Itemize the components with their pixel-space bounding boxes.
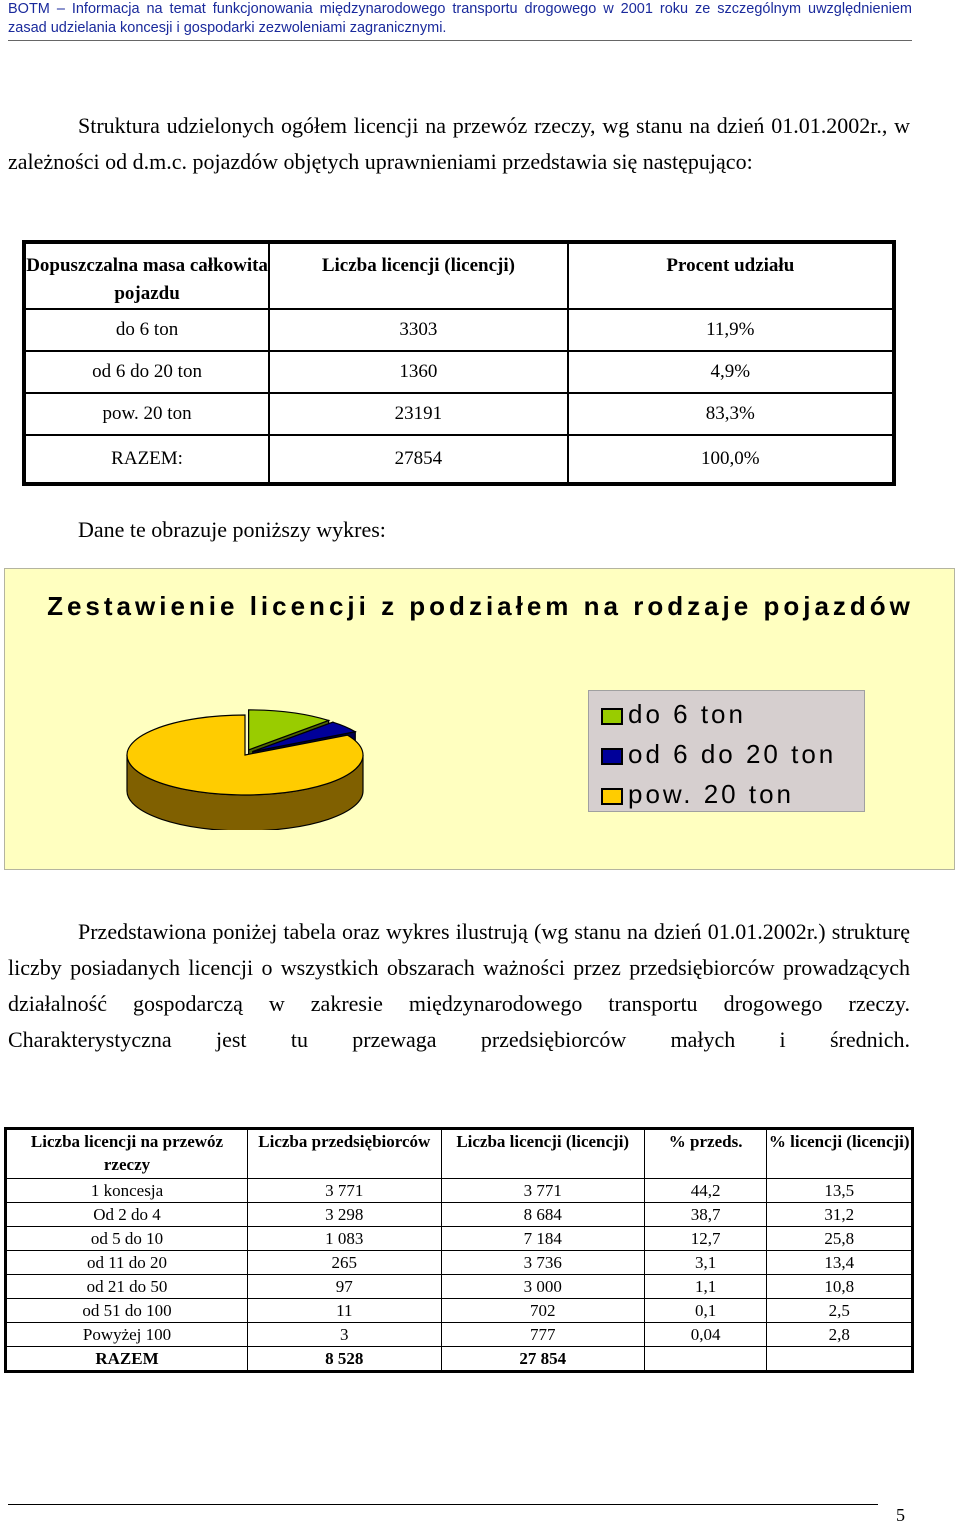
table-row: [24, 393, 894, 435]
table-cell: od 21 do 50: [6, 1275, 248, 1299]
entrepreneurs-table: [4, 1127, 914, 1373]
table-row: [24, 309, 894, 351]
table-cell: 1 083: [248, 1227, 442, 1251]
chart-intro-text: Dane te obrazuje poniższy wykres:: [78, 517, 386, 542]
table-total-row: [24, 435, 894, 484]
table-cell: 1 koncesja: [6, 1179, 248, 1203]
chart-legend: [588, 690, 865, 812]
table-cell: RAZEM:: [24, 435, 269, 484]
licence-mass-table: [22, 240, 896, 486]
page-header: BOTM – Informacja na temat funkcjonowania międzynarodowego transportu drogowego w 2001 roku ze szczególnym uwzględnieniem zasad udzielania koncesji i gospodarki zezwoleniami zagranicznymi.: [8, 1, 912, 36]
table-cell: 3 000: [441, 1275, 644, 1299]
table-header-cell: Liczba licencji (licencji): [269, 242, 568, 309]
table-header-row: [6, 1129, 913, 1179]
table-cell: 3: [248, 1323, 442, 1347]
table-cell: Od 2 do 4: [6, 1203, 248, 1227]
table-cell: 11,9%: [568, 309, 894, 351]
table-cell: 3 771: [441, 1179, 644, 1203]
intro-paragraph: Struktura udzielonych ogółem licencji na przewóz rzeczy, wg stanu na dzień 01.01.2002r., w zależności od d.m.c. pojazdów objętych uprawnieniami przedstawia się następująco:: [8, 113, 910, 174]
table-cell: 3,1: [644, 1251, 767, 1275]
table-cell: 7 184: [441, 1227, 644, 1251]
table-row: [6, 1299, 913, 1323]
table-cell: do 6 ton: [24, 309, 269, 351]
structure-paragraph: Przedstawiona poniżej tabela oraz wykres ilustrują (wg stanu na dzień 01.01.2002r.) strukturę liczby posiadanych licencji o wszystkich obszarach ważności przez przedsiębiorców prowadzących działalność gospodarczą w zakresie międzynarodowego transportu drogowego rzeczy. Charakterystyczna jest tu przewaga przedsiębiorców małych i średnich.: [8, 919, 910, 1052]
header-divider: [8, 40, 912, 41]
table-cell: 3303: [269, 309, 568, 351]
table-cell: 1,1: [644, 1275, 767, 1299]
page-number: 5: [896, 1505, 905, 1525]
table-cell: Powyżej 100: [6, 1323, 248, 1347]
table-cell: 100,0%: [568, 435, 894, 484]
table-cell: 8 684: [441, 1203, 644, 1227]
table-cell: RAZEM: [6, 1347, 248, 1372]
table-cell: 4,9%: [568, 351, 894, 393]
table-header-row: [24, 242, 894, 309]
table-cell: 12,7: [644, 1227, 767, 1251]
table-total-row: [6, 1347, 913, 1372]
table-cell: 83,3%: [568, 393, 894, 435]
table-row: [6, 1179, 913, 1203]
table-cell: 0,1: [644, 1299, 767, 1323]
table-cell: 1360: [269, 351, 568, 393]
table-cell: 10,8: [767, 1275, 913, 1299]
table-cell: [644, 1347, 767, 1372]
table-cell: od 5 do 10: [6, 1227, 248, 1251]
table-cell: 777: [441, 1323, 644, 1347]
table-header-cell: Dopuszczalna masa całkowita pojazdu: [24, 242, 269, 309]
table-cell: od 11 do 20: [6, 1251, 248, 1275]
table-cell: 3 298: [248, 1203, 442, 1227]
table-cell: 44,2: [644, 1179, 767, 1203]
footer-divider: [8, 1504, 878, 1505]
table-cell: 265: [248, 1251, 442, 1275]
table-cell: 2,5: [767, 1299, 913, 1323]
table-row: [6, 1203, 913, 1227]
table-cell: 23191: [269, 393, 568, 435]
table-cell: od 51 do 100: [6, 1299, 248, 1323]
table-header-cell: Liczba przedsiębiorców: [248, 1129, 442, 1179]
table-cell: 2,8: [767, 1323, 913, 1347]
table-cell: 8 528: [248, 1347, 442, 1372]
legend-swatch: [601, 748, 623, 765]
table-header-cell: % licencji (licencji): [767, 1129, 913, 1179]
table-cell: 38,7: [644, 1203, 767, 1227]
table-cell: 3 771: [248, 1179, 442, 1203]
table-cell: 27 854: [441, 1347, 644, 1372]
table-cell: pow. 20 ton: [24, 393, 269, 435]
table-cell: 3 736: [441, 1251, 644, 1275]
table-header-cell: Liczba licencji na przewóz rzeczy: [6, 1129, 248, 1179]
legend-item: [601, 699, 746, 729]
chart-title: Zestawienie licencji z podziałem na rodzaje pojazdów: [47, 591, 914, 621]
table-cell: 31,2: [767, 1203, 913, 1227]
table-row: [6, 1323, 913, 1347]
table-row: [6, 1275, 913, 1299]
table-row: [24, 351, 894, 393]
table-header-cell: Procent udziału: [568, 242, 894, 309]
legend-swatch: [601, 708, 623, 725]
pie-chart: [120, 700, 460, 830]
legend-swatch: [601, 788, 623, 805]
table-cell: 97: [248, 1275, 442, 1299]
legend-label: pow. 20 ton: [628, 779, 794, 809]
table-row: [6, 1227, 913, 1251]
table-row: [6, 1251, 913, 1275]
legend-item: [601, 739, 836, 769]
table-cell: 27854: [269, 435, 568, 484]
table-header-cell: Liczba licencji (licencji): [441, 1129, 644, 1179]
table-cell: 702: [441, 1299, 644, 1323]
table-cell: 25,8: [767, 1227, 913, 1251]
table-cell: 13,4: [767, 1251, 913, 1275]
legend-label: od 6 do 20 ton: [628, 739, 837, 769]
table-cell: od 6 do 20 ton: [24, 351, 269, 393]
table-cell: 11: [248, 1299, 442, 1323]
table-cell: 0,04: [644, 1323, 767, 1347]
table-header-cell: % przeds.: [644, 1129, 767, 1179]
table-cell: [767, 1347, 913, 1372]
legend-label: do 6 ton: [628, 699, 746, 729]
legend-item: [601, 779, 794, 809]
table-cell: 13,5: [767, 1179, 913, 1203]
